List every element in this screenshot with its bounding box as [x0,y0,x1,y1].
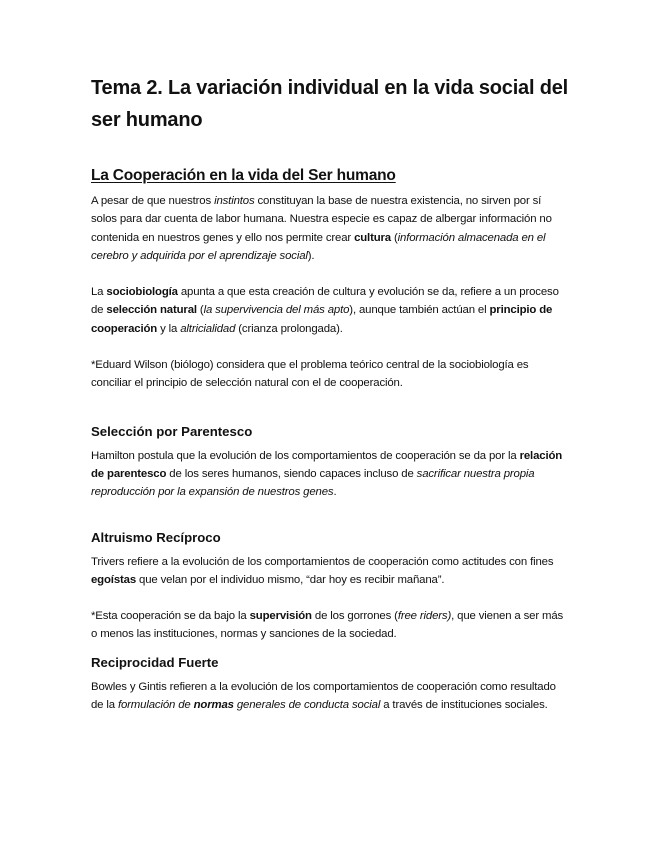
text-run: ), aunque también actúan el [349,304,490,317]
text-run: que velan por el individuo mismo, “dar hoy es recibir mañana”. [136,573,445,586]
bold-text: egoístas [91,573,137,586]
text-run: y la [157,322,181,335]
italic-text: free riders) [397,610,452,623]
italic-text: altricialidad [180,322,236,335]
text-run: Trivers refiere a la evolución de los comportamientos de cooperación como actitudes con fines [91,555,554,568]
paragraph-bowles-gintis [91,678,569,715]
paragraph-wilson-note: *Eduard Wilson (biólogo) considera que el problema teórico central de la sociobiología es conciliar el principio de selección natural con el de cooperación. [91,359,529,390]
bold-text: cultura [354,231,391,244]
section-heading-kin-selection: Selección por Parentesco [91,423,253,439]
italic-text: la supervivencia del más apto [203,304,350,317]
document-page [91,72,569,714]
italic-text: instintos [214,195,255,207]
italic-text: formulación de [117,699,194,712]
bold-text: supervisión [249,610,312,623]
text-run: constituyan la base de nuestra existencia, no sirven por sí solos para dar cuenta de labor humana. Nuestra especie es capaz de albergar información no contenida en nuestros genes y ello nos permite crear [91,195,552,244]
bold-text: selección natural [106,304,197,317]
paragraph-trivers [91,553,569,590]
text-run: . [333,486,337,499]
italic-text: generales de conducta social [233,699,381,712]
text-run: La [91,286,107,299]
text-run: , que vienen a ser más o menos las instituciones, normas y sanciones de la sociedad. [91,610,564,641]
section-heading-strong-reciprocity: Reciprocidad Fuerte [91,654,219,670]
paragraph-sociobiology [91,283,569,338]
italic-text: sacrificar nuestra propia reproducción por la expansión de nuestros genes [91,467,535,499]
paragraph-hamilton [91,447,569,502]
text-run: apunta a que esta creación de cultura y evolución se da, refiere a un proceso de [91,286,559,317]
paragraph-supervision-note [91,607,569,644]
text-run: de los seres humanos, siendo capaces incluso de [166,467,417,480]
text-run: ( [196,304,204,317]
text-run: (crianza prolongada). [235,322,343,335]
paragraph-intro [91,192,569,265]
italic-text: información almacenada en el cerebro y adquirida por el aprendizaje social [91,231,546,262]
text-run: de los gorrones ( [311,610,398,623]
text-run: Hamilton postula que la evolución de los comportamientos de cooperación se da por la [91,449,520,462]
bold-italic-text [194,699,234,711]
text-run: Bowles y Gintis refieren a la evolución de los comportamientos de cooperación como resultado de la [91,680,556,712]
text-run: ). [307,249,315,262]
text-run: ( [391,231,398,244]
text-run: a través de instituciones sociales. [380,699,548,712]
bold-text: relación de parentesco [91,449,563,480]
section-heading-reciprocal-altruism: Altruismo Recíproco [91,529,221,545]
bold-text: principio de cooperación [91,304,553,335]
section-heading-cooperation: La Cooperación en la vida del Ser humano [91,167,396,184]
document-title: Tema 2. La variación individual en la vida social del ser humano [91,77,568,131]
bold-text: sociobiología [106,286,178,299]
text-run: A pesar de que nuestros [91,195,215,207]
text-run: *Esta cooperación se da bajo la [91,610,250,623]
italic-text: normas [193,699,234,712]
